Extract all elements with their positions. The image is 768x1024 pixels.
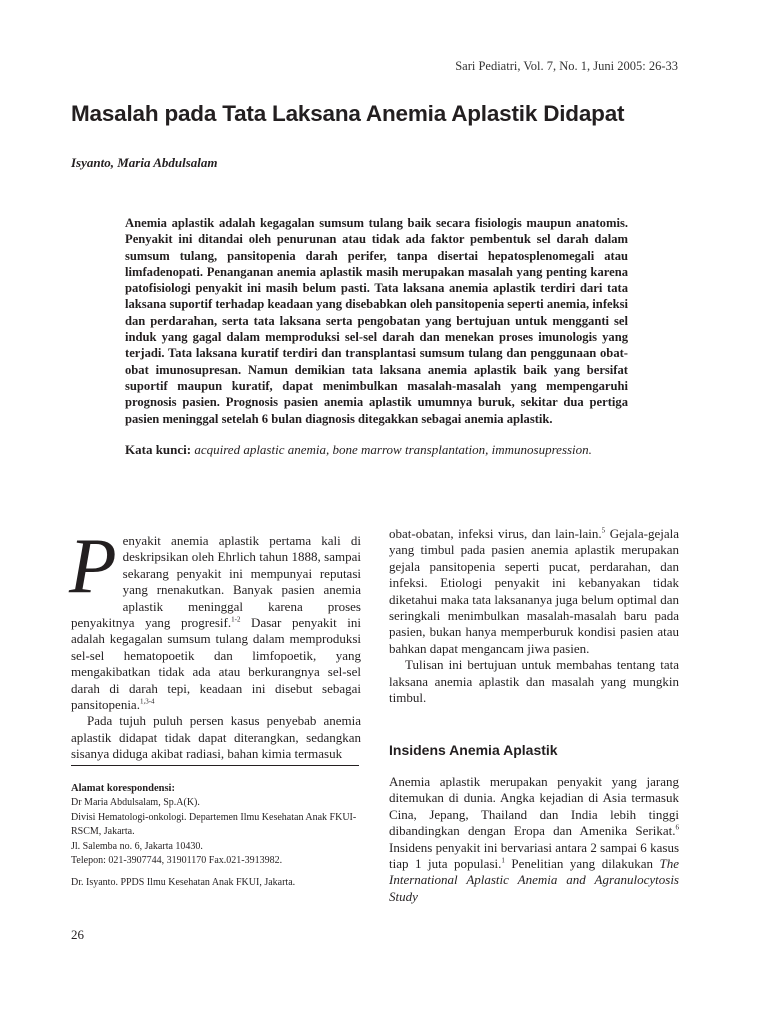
body-column-right-top: [389, 526, 679, 706]
drop-cap: P: [69, 522, 117, 609]
keywords: [125, 442, 645, 458]
paragraph-symptoms: obat-obatan, infeksi virus, dan lain-lain.: [389, 526, 602, 541]
abstract-text: Anemia aplastik adalah kegagalan sumsum tulang baik secara fisiologis maupun anatomis. Penyakit ini ditandai oleh penurunan atau tidak ada faktor pembentuk sel darah dalam sumsum tulang, pansitopenia darah perifer, tanpa disertai hepatosplenomegali atau limfadenopati. Penanganan anemia aplastik masih merupakan masalah yang penting karena patofisiologi penyakit ini masih belum pasti. Tata laksana anemia aplastik terdiri dari tata laksana suportif terhadap keadaan yang disebabkan oleh pansitopenia seperti anemia, infeksi dan perdarahan, serta tata laksana serta pengobatan yang bertujuan untuk mengganti sel induk yang gagal dalam memproduksi sel-sel darah dan menekan proses imunologis yang terjadi. Tata laksana kuratif terdiri dan transplantasi sumsum tulang dan penggunaan obat-obat imunosupresan. Namun demikian tata laksana anemia aplastik baik yang bersifat suportif maupun kuratif, dapat menimbulkan masalah-masalah yang mempengaruhi prognosis pasien. Prognosis pasien anemia aplastik umumnya buruk, sekitar dua pertiga pasien meninggal setelah 6 bulan diagnosis ditegakkan sebagai anemia aplastik.: [125, 216, 628, 426]
study-name: The International Aplastic Anemia and Agranulocytosis Study: [389, 856, 679, 904]
footnote-divider: [71, 765, 359, 766]
reference-marker: 1-2: [231, 615, 241, 624]
article-title: Masalah pada Tata Laksana Anemia Aplastik Didapat: [71, 101, 625, 126]
reference-marker: 6: [675, 823, 679, 832]
paragraph-incidence: Anemia aplastik merupakan penyakit yang jarang ditemukan di dunia. Angka kejadian di Asia termasuk Cina, Jepang, Thailand dan India lebih tinggi dibandingkan dengan Eropa dan Amenika Serikat.: [389, 774, 679, 839]
paragraph-aim: Tulisan ini bertujuan untuk membahas tentang tata laksana anemia aplastik dan masalah yang mungkin timbul.: [389, 657, 679, 706]
article-authors: Isyanto, Maria Abdulsalam: [71, 155, 218, 170]
correspondence-footnote: [71, 782, 363, 891]
page-number: 26: [71, 927, 84, 942]
reference-marker: 1: [501, 856, 505, 865]
reference-marker: 5: [601, 526, 606, 535]
footnote-second-author: Dr. Isyanto. PPDS Ilmu Kesehatan Anak FKUI, Jakarta.: [71, 877, 296, 889]
footnote-line: Dr Maria Abdulsalam, Sp.A(K).: [71, 797, 200, 809]
footnote-line: Jl. Salemba no. 6, Jakarta 10430.: [71, 840, 203, 852]
body-column-right-bottom: [389, 774, 679, 905]
footnote-line: Telepon: 021-3907744, 31901170 Fax.021-3913982.: [71, 855, 283, 867]
paragraph-cause: Pada tujuh puluh persen kasus penyebab anemia aplastik didapat tidak dapat diterangkan, sedangkan sisanya diduga akibat radiasi, bahan kimia termasuk: [71, 713, 361, 762]
section-heading: Insidens Anemia Aplastik: [389, 742, 558, 758]
keywords-label: Kata kunci:: [125, 442, 192, 457]
keywords-value: acquired aplastic anemia, bone marrow transplantation, immunosupression.: [194, 442, 592, 457]
footnote-line: Divisi Hematologi-onkologi. Departemen Ilmu Kesehatan Anak FKUI-RSCM, Jakarta.: [71, 811, 357, 838]
body-column-left: [69, 522, 362, 763]
reference-marker: 1,3-4: [139, 697, 155, 706]
paragraph-incidence-cont: Insidens penyakit ini bervariasi antara 2 sampai 6 kasus tiap 1 juta populasi.: [389, 839, 679, 872]
paragraph-intro-cont: Dasar penyakit ini adalah kegagalan sumsum tulang dalam memproduksi sel-sel hematopoetik dan limfopoetik, yang mengakibatkan tidak ada atau berkurangnya sel-sel darah di darah tepi, keadaan ini disebut sebagai pansitopenia.: [71, 615, 362, 713]
paragraph-incidence-cont2: Penelitian yang dilakukan: [504, 856, 660, 872]
paragraph-intro: enyakit anemia aplastik pertama kali di deskripsikan oleh Ehrlich tahun 1888, sampai sekarang penyakit ini mempunyai reputasi yang rnenakutkan. Banyak pasien anemia aplastik meninggal karena proses penyakitnya yang progresif.: [71, 533, 361, 631]
paragraph-symptoms-cont: Gejala-gejala yang timbul pada pasien anemia aplastik merupakan gejala pansitopenia seperti pucat, perdarahan, dan infeksi. Etiologi penyakit ini kebanyakan tidak diketahui maka tata laksananya juga belum optimal dan seringkali menimbulkan masalah-masalah baru pada pasien, bukan hanya memperburuk kondisi pasien atau bahkan dapat mengancam jiwa pasien.: [389, 526, 679, 656]
journal-citation: Sari Pediatri, Vol. 7, No. 1, Juni 2005: 26-33: [455, 59, 678, 73]
footnote-heading: Alamat korespondensi:: [71, 783, 175, 794]
